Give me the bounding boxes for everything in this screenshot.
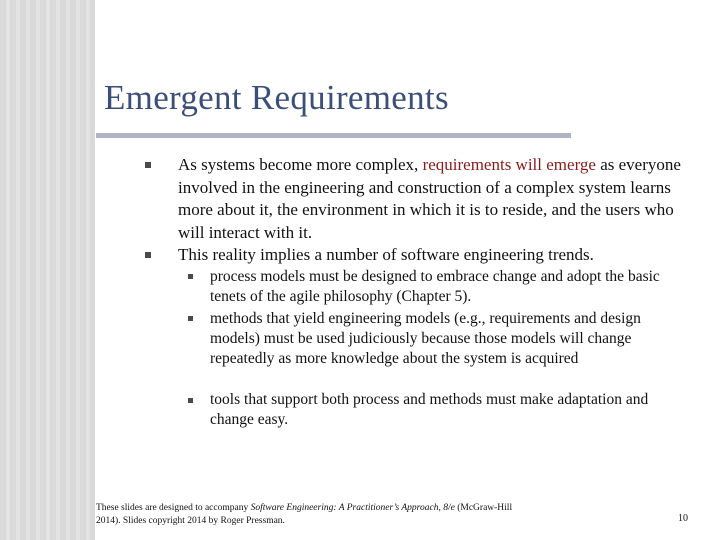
sub-bullet-marker — [188, 316, 193, 321]
title-underline — [96, 133, 571, 138]
bullet-marker — [145, 162, 151, 168]
footer-book-title: Software Engineering: A Practitioner’s Approach, 8/e — [250, 503, 455, 513]
sub-bullet-2: methods that yield engineering models (e.g., requirements and design models) must be used judiciously because those models will change repeatedly as more knowledge about the system is acquired — [210, 310, 641, 367]
slide-title: Emergent Requirements — [104, 78, 449, 117]
footer-prefix: These slides are designed to accompany — [96, 503, 251, 513]
bullet-1-post: as everyone involved in the engineering and construction of a complex system learns more about it, the environment in which it is to reside, and the users who will interact with it. — [178, 155, 681, 242]
slide-footer — [96, 502, 526, 528]
page-number: 10 — [678, 513, 688, 524]
bullet-marker — [145, 252, 151, 258]
bullet-1 — [178, 154, 683, 244]
sub-bullet-1: process models must be designed to embrace change and adopt the basic tenets of the agile philosophy (Chapter 5). — [210, 268, 660, 305]
sub-bullet-marker — [188, 398, 193, 403]
bullet-1-highlight: requirements will emerge — [422, 155, 596, 174]
footer-suffix: (McGraw-Hill 2014). Slides copyright 2014 by Roger Pressman. — [96, 503, 513, 526]
sub-bullet-marker — [188, 274, 193, 279]
bullet-1-pre: As systems become more complex, — [178, 155, 423, 174]
bullet-2: This reality implies a number of software engineering trends. — [178, 245, 594, 264]
sub-bullet-3: tools that support both process and methods must make adaptation and change easy. — [210, 391, 649, 428]
